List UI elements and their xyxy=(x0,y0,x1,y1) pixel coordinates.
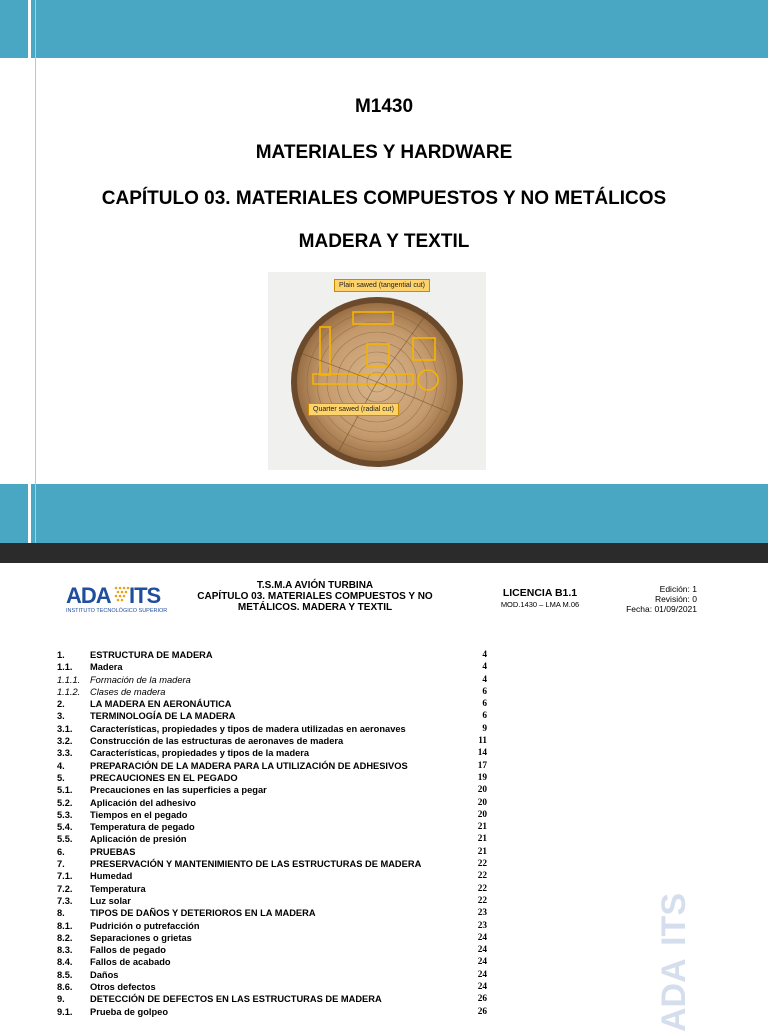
toc-entry-page: 23 xyxy=(477,908,487,919)
toc-entry-number: 5.4. xyxy=(57,822,73,833)
top-band xyxy=(0,0,768,58)
toc-entry-page: 11 xyxy=(478,736,487,747)
toc-entry-number: 3. xyxy=(57,711,65,722)
toc-entry-label: Separaciones o grietas xyxy=(90,932,192,943)
toc-entry-page: 6 xyxy=(482,699,487,710)
toc-entry-number: 1.1.2. xyxy=(57,686,81,697)
toc-entry-number: 9. xyxy=(57,994,65,1005)
toc-entry-page: 26 xyxy=(477,1006,487,1017)
toc-entry-label: Otros defectos xyxy=(90,982,156,993)
toc-entry[interactable] xyxy=(57,833,487,845)
logo-dots-icon xyxy=(114,586,130,604)
toc-entry-label: Aplicación del adhesivo xyxy=(90,797,196,808)
toc-entry-number: 8.4. xyxy=(57,957,73,968)
toc-entry-label: Luz solar xyxy=(90,895,131,906)
toc-entry-page: 17 xyxy=(477,760,487,771)
toc-entry-page: 14 xyxy=(477,748,487,759)
toc-entry-page: 20 xyxy=(477,785,487,796)
toc-entry[interactable] xyxy=(57,747,487,759)
module-code: M1430 xyxy=(354,96,414,117)
toc-entry[interactable] xyxy=(57,956,487,968)
toc-entry-page: 21 xyxy=(477,834,487,845)
toc-entry-label: Construcción de las estructuras de aeronaves de madera xyxy=(90,736,344,747)
toc-entry[interactable] xyxy=(57,649,487,661)
bottom-band xyxy=(0,484,768,543)
toc-entry[interactable] xyxy=(57,1006,487,1018)
page-separator xyxy=(0,543,768,563)
toc-entry[interactable] xyxy=(57,723,487,735)
toc-entry-page: 9 xyxy=(482,723,487,734)
toc-entry[interactable] xyxy=(57,760,487,772)
toc-entry-number: 7. xyxy=(57,859,65,870)
toc-entry-number: 6. xyxy=(57,846,65,857)
toc-entry-page: 4 xyxy=(482,662,487,673)
edition-info xyxy=(577,584,697,614)
toc-entry-label: Características, propiedades y tipos de la madera xyxy=(90,748,310,759)
toc-entry[interactable] xyxy=(57,920,487,932)
toc-entry[interactable] xyxy=(57,698,487,710)
toc-entry[interactable] xyxy=(57,797,487,809)
toc-entry-number: 3.2. xyxy=(57,736,73,747)
toc-entry-page: 24 xyxy=(477,982,487,993)
edition-line: Edición: 1 xyxy=(659,584,697,594)
toc-entry-label: PRECAUCIONES EN EL PEGADO xyxy=(90,772,238,783)
watermark-logo xyxy=(640,892,710,1032)
toc-entry-label: PREPARACIÓN DE LA MADERA PARA LA UTILIZACIÓN DE ADHESIVOS xyxy=(90,760,408,771)
toc-entry-page: 20 xyxy=(477,809,487,820)
quarter-sawed-callout: Quarter sawed (radial cut) xyxy=(308,403,399,416)
toc-entry-label: Aplicación de presión xyxy=(90,834,187,845)
toc-entry-page: 19 xyxy=(477,772,487,783)
toc-entry-page: 21 xyxy=(477,846,487,857)
toc-entry-number: 8.5. xyxy=(57,969,73,980)
header-line-1: T.S.M.A AVIÓN TURBINA xyxy=(256,580,374,591)
log-cross-section-image xyxy=(268,272,486,470)
toc-entry[interactable] xyxy=(57,981,487,993)
toc-entry[interactable] xyxy=(57,944,487,956)
toc-entry-label: Precauciones en las superficies a pegar xyxy=(90,785,267,796)
date-line: Fecha: 01/09/2021 xyxy=(626,604,697,614)
toc-entry-label: TIPOS DE DAÑOS Y DETERIOROS EN LA MADERA xyxy=(90,908,316,919)
toc-entry-label: Prueba de golpeo xyxy=(90,1006,169,1017)
header-line-2: CAPÍTULO 03. MATERIALES COMPUESTOS Y NO xyxy=(197,591,433,602)
toc-entry[interactable] xyxy=(57,735,487,747)
toc-entry-label: Tiempos en el pegado xyxy=(90,809,188,820)
toc-entry-number: 1.1. xyxy=(57,662,73,673)
toc-entry-label: PRESERVACIÓN Y MANTENIMIENTO DE LAS ESTRUCTURAS DE MADERA xyxy=(90,859,422,870)
toc-entry-label: Temperatura de pegado xyxy=(90,822,195,833)
toc-entry-label: Madera xyxy=(90,662,123,673)
toc-entry-number: 9.1. xyxy=(57,1006,73,1017)
toc-entry-page: 21 xyxy=(477,822,487,833)
toc-entry-label: DETECCIÓN DE DEFECTOS EN LAS ESTRUCTURAS DE MADERA xyxy=(90,994,382,1005)
toc-entry[interactable] xyxy=(57,686,487,698)
toc-entry[interactable] xyxy=(57,772,487,784)
toc-entry-page: 6 xyxy=(482,686,487,697)
toc-entry[interactable] xyxy=(57,870,487,882)
toc-entry-number: 8.2. xyxy=(57,932,73,943)
toc-entry[interactable] xyxy=(57,821,487,833)
toc-entry-number: 1. xyxy=(57,650,65,660)
toc-entry-page: 22 xyxy=(477,859,487,870)
subject-title: MATERIALES Y HARDWARE xyxy=(255,142,513,163)
toc-entry-page: 24 xyxy=(477,932,487,943)
revision-line: Revisión: 0 xyxy=(654,594,697,604)
watermark-ada: ADA xyxy=(655,958,694,1032)
toc-entry-number: 5. xyxy=(57,772,65,783)
toc-entry[interactable] xyxy=(57,846,487,858)
contents-page xyxy=(0,563,768,1032)
toc-entry-page: 24 xyxy=(477,969,487,980)
topic-title: MADERA Y TEXTIL xyxy=(298,231,470,252)
toc-entry-label: Características, propiedades y tipos de madera utilizadas en aeronaves xyxy=(90,723,406,734)
doc-header-title xyxy=(175,580,455,613)
wood-cut-figure xyxy=(268,272,486,470)
toc-entry[interactable] xyxy=(57,710,487,722)
toc-entry-number: 7.2. xyxy=(57,883,73,894)
toc-entry-number: 4. xyxy=(57,760,65,771)
toc-entry-number: 5.5. xyxy=(57,834,73,845)
header-line-3: METÁLICOS. MADERA Y TEXTIL xyxy=(237,602,393,613)
toc-entry[interactable] xyxy=(57,932,487,944)
toc-entry-label: LA MADERA EN AERONÁUTICA xyxy=(90,699,232,710)
toc-entry-number: 3.1. xyxy=(57,723,73,734)
toc-entry[interactable] xyxy=(57,674,487,686)
plain-sawed-callout: Plain sawed (tangential cut) xyxy=(334,279,430,292)
logo-subtitle: INSTITUTO TECNOLÓGICO SUPERIOR xyxy=(66,608,168,614)
toc-entry-page: 4 xyxy=(482,674,487,685)
toc-entry-number: 8.6. xyxy=(57,982,73,993)
watermark-its: ITS xyxy=(655,892,694,946)
toc-entry-number: 1.1.1. xyxy=(57,674,81,685)
toc-entry-number: 8.1. xyxy=(57,920,73,931)
toc-entry-page: 20 xyxy=(477,797,487,808)
toc-entry[interactable] xyxy=(57,895,487,907)
toc-entry-label: Temperatura xyxy=(90,883,146,894)
toc-entry[interactable] xyxy=(57,969,487,981)
toc-entry-number: 5.3. xyxy=(57,809,73,820)
toc-entry-label: PRUEBAS xyxy=(90,846,136,857)
toc-entry-page: 22 xyxy=(477,895,487,906)
institute-logo xyxy=(66,583,168,615)
toc-entry-label: Humedad xyxy=(90,871,133,882)
toc-entry[interactable] xyxy=(57,858,487,870)
toc-entry-page: 22 xyxy=(477,883,487,894)
chapter-title: CAPÍTULO 03. MATERIALES COMPUESTOS Y NO METÁLICOS xyxy=(101,188,667,209)
toc-entry-number: 7.3. xyxy=(57,895,73,906)
toc-entry-label: Daños xyxy=(90,969,119,980)
toc-entry-number: 8. xyxy=(57,908,65,919)
toc-entry-label: Formación de la madera xyxy=(90,674,191,685)
toc-entry-page: 24 xyxy=(477,945,487,956)
toc-entry-label: Fallos de pegado xyxy=(90,945,166,956)
toc-entry[interactable] xyxy=(57,907,487,919)
logo-text-ada: ADA xyxy=(66,583,111,608)
toc-entry-number: 2. xyxy=(57,699,65,710)
toc-entry-label: Clases de madera xyxy=(90,686,166,697)
toc-entry[interactable] xyxy=(57,883,487,895)
toc-entry[interactable] xyxy=(57,784,487,796)
toc-entry-page: 23 xyxy=(477,920,487,931)
toc-entry-number: 7.1. xyxy=(57,871,73,882)
toc-entry-page: 26 xyxy=(477,994,487,1005)
toc-entry-number: 8.3. xyxy=(57,945,73,956)
logo-text-its: ITS xyxy=(129,583,161,608)
toc-entry-page: 4 xyxy=(482,650,487,660)
toc-entry[interactable] xyxy=(57,661,487,673)
toc-entry-page: 24 xyxy=(477,957,487,968)
table-of-contents xyxy=(57,649,487,1018)
toc-entry-label: ESTRUCTURA DE MADERA xyxy=(90,650,213,660)
module-reference: MOD.1430 – LMA M.06 xyxy=(500,600,580,609)
toc-entry-label: Fallos de acabado xyxy=(90,957,171,968)
left-rule xyxy=(35,0,36,543)
toc-entry-page: 6 xyxy=(482,711,487,722)
toc-entry-number: 3.3. xyxy=(57,748,73,759)
toc-entry-label: Pudrición o putrefacción xyxy=(90,920,200,931)
license-label: LICENCIA B1.1 xyxy=(502,587,578,599)
toc-entry-page: 22 xyxy=(477,871,487,882)
toc-entry-number: 5.1. xyxy=(57,785,73,796)
toc-entry[interactable] xyxy=(57,993,487,1005)
toc-entry-label: TERMINOLOGÍA DE LA MADERA xyxy=(90,711,236,722)
toc-entry[interactable] xyxy=(57,809,487,821)
toc-entry-number: 5.2. xyxy=(57,797,73,808)
